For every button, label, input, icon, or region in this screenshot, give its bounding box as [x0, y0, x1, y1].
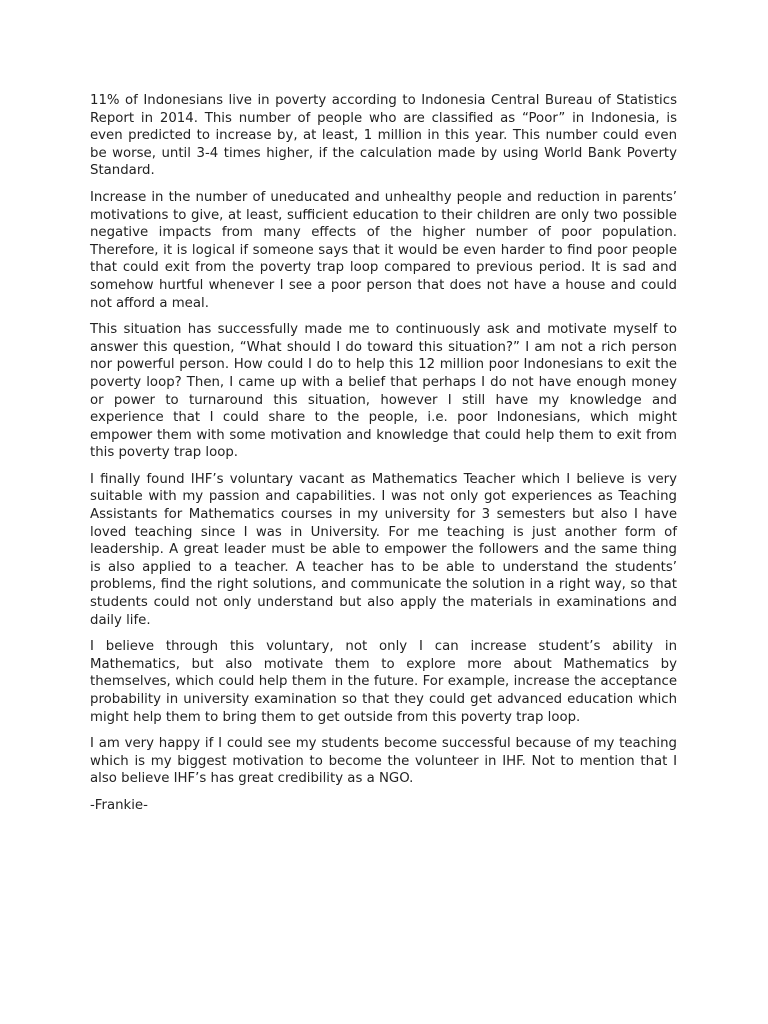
paragraph-belief: I believe through this voluntary, not only I can increase student’s ability in Mathematics, but also motivate them to explore more about Mathematics by themselves, which could help them in the future. For example, increase the acceptance probability in university examination so that they could get advanced education which might help them to bring them to get outside from this poverty trap loop.	[90, 639, 677, 725]
paragraph-motivation: This situation has successfully made me to continuously ask and motivate myself to answer this question, “What should I do toward this situation?” I am not a rich person nor powerful person. How could I do to help this 12 million poor Indonesians to exit the poverty loop? Then, I came up with a belief that perhaps I do not have enough money or power to turnaround this situation, however I still have my knowledge and experience that I could share to the people, i.e. poor Indonesians, which might empower them with some motivation and knowledge that could help them to exit from this poverty trap loop.	[90, 322, 677, 461]
signature: -Frankie-	[90, 797, 148, 813]
paragraph-closing: I am very happy if I could see my students become successful because of my teaching which is my biggest motivation to become the volunteer in IHF. Not to mention that I also believe IHF’s has great credibility as a NGO.	[90, 736, 677, 787]
paragraph-poverty-statistics: 11% of Indonesians live in poverty according to Indonesia Central Bureau of Statistics Report in 2014. This number of people who are classified as “Poor” in Indonesia, is even predicted to increase by, at least, 1 million in this year. This number could even be worse, until 3-4 times higher, if the calculation made by using World Bank Poverty Standard.	[90, 93, 677, 179]
document-page	[90, 92, 677, 815]
paragraph-ihf-teacher: I finally found IHF’s voluntary vacant as Mathematics Teacher which I believe is very suitable with my passion and capabilities. I was not only got experiences as Teaching Assistants for Mathematics courses in my university for 3 semesters but also I have loved teaching since I was in University. For me teaching is just another form of leadership. A great leader must be able to empower the followers and the same thing is also applied to a teacher. A teacher has to be able to understand the students’ problems, find the right solutions, and communicate the solution in a right way, so that students could not only understand but also apply the materials in examinations and daily life.	[90, 471, 677, 628]
paragraph-poverty-impacts: Increase in the number of uneducated and unhealthy people and reduction in parents’ motivations to give, at least, sufficient education to their children are only two possible negative impacts from many effects of the higher number of poor population. Therefore, it is logical if someone says that it would be even harder to find poor people that could exit from the poverty trap loop compared to previous period. It is sad and somehow hurtful whenever I see a poor person that does not have a house and could not afford a meal.	[90, 189, 677, 311]
